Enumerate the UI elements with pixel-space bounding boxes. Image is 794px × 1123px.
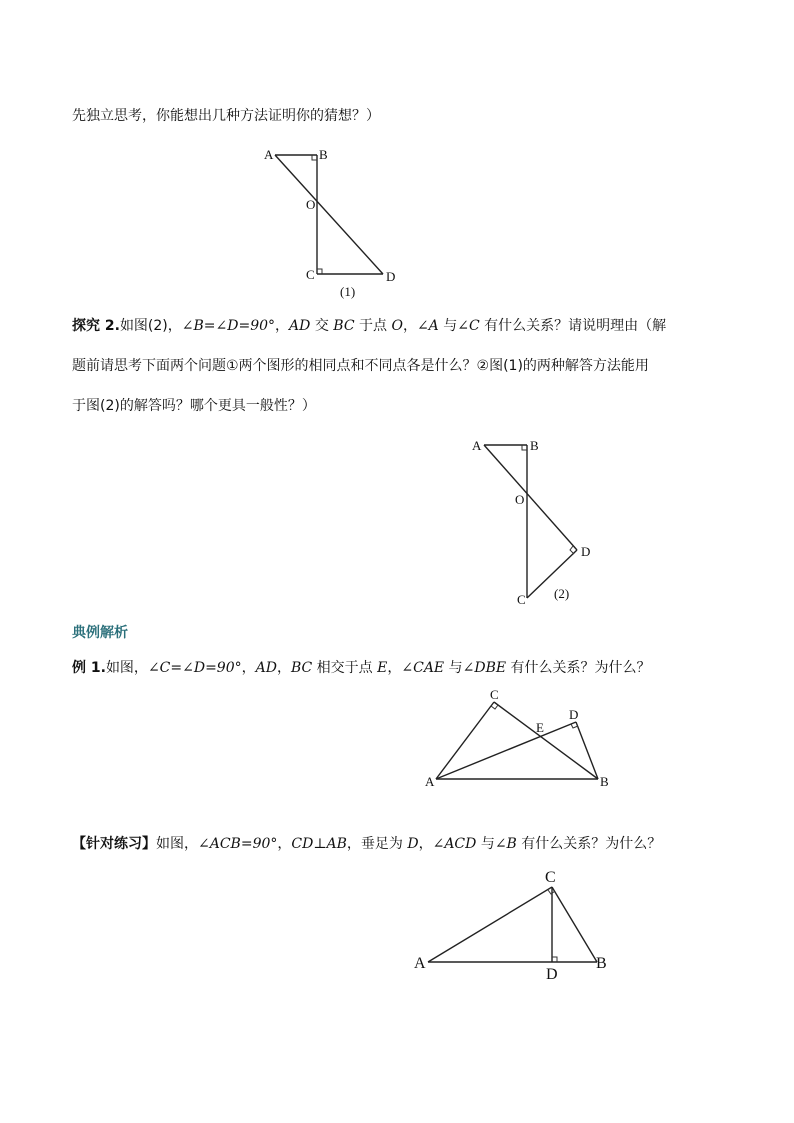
figure-1 bbox=[255, 140, 415, 310]
fig2-label-o: O bbox=[515, 492, 525, 507]
fig3-label-d: D bbox=[569, 707, 579, 722]
fig4-label-a: A bbox=[414, 955, 426, 972]
fig1-label-o: O bbox=[306, 197, 316, 212]
fig2-right-angle-b bbox=[522, 445, 527, 450]
fig3-label-c: C bbox=[490, 687, 499, 702]
fig3-label-e: E bbox=[536, 720, 544, 735]
fig4-label-d: D bbox=[546, 966, 558, 983]
section-title: 典例解析 bbox=[72, 625, 128, 641]
fig4-segment-ac bbox=[428, 887, 552, 962]
example1-text: 例 1.如图，∠C=∠D=90°，AD，BC 相交于点 E，∠CAE 与∠DBE 有什么关系？为什么？ bbox=[72, 660, 651, 676]
fig2-caption: (2) bbox=[554, 586, 570, 601]
figure-2 bbox=[462, 430, 622, 610]
fig1-label-a: A bbox=[264, 147, 274, 162]
fig3-label-a: A bbox=[425, 774, 435, 789]
fig2-segment-cd bbox=[527, 550, 577, 598]
figure-4 bbox=[410, 865, 620, 985]
fig2-label-a: A bbox=[472, 438, 482, 453]
fig4-right-angle-d bbox=[552, 957, 557, 962]
fig2-label-c: C bbox=[517, 592, 526, 607]
intro-text: 先独立思考，你能想出几种方法证明你的猜想？） bbox=[72, 108, 380, 124]
fig4-label-b: B bbox=[596, 955, 607, 972]
fig2-segment-ad bbox=[484, 445, 577, 550]
practice-text: 【针对练习】如图，∠ACB=90°，CD⊥AB，垂足为 D，∠ACD 与∠B 有什么关系？为什么？ bbox=[72, 836, 662, 852]
fig1-right-angle-c bbox=[317, 269, 322, 274]
fig1-right-angle-b bbox=[312, 155, 317, 160]
explore2-line1: 探究 2.如图(2)，∠B=∠D=90°，AD 交 BC 于点 O，∠A 与∠C 有什么关系？请说明理由（解 bbox=[72, 318, 667, 334]
fig1-segment-ad bbox=[275, 155, 383, 274]
fig4-segment-cb bbox=[552, 887, 597, 962]
fig2-right-angle-d bbox=[570, 546, 574, 554]
fig1-label-d: D bbox=[386, 269, 396, 284]
fig1-caption: (1) bbox=[340, 284, 356, 299]
fig4-label-c: C bbox=[545, 869, 556, 886]
fig2-label-b: B bbox=[530, 438, 539, 453]
explore2-line2: 题前请思考下面两个问题①两个图形的相同点和不同点各是什么？②图(1)的两种解答方法能用 bbox=[72, 358, 649, 374]
fig2-label-d: D bbox=[581, 544, 591, 559]
fig1-label-c: C bbox=[306, 267, 315, 282]
fig1-label-b: B bbox=[319, 147, 328, 162]
fig3-label-b: B bbox=[600, 774, 609, 789]
explore2-line3: 于图(2)的解答吗？哪个更具一般性？） bbox=[72, 398, 316, 414]
figure-3 bbox=[420, 685, 620, 795]
